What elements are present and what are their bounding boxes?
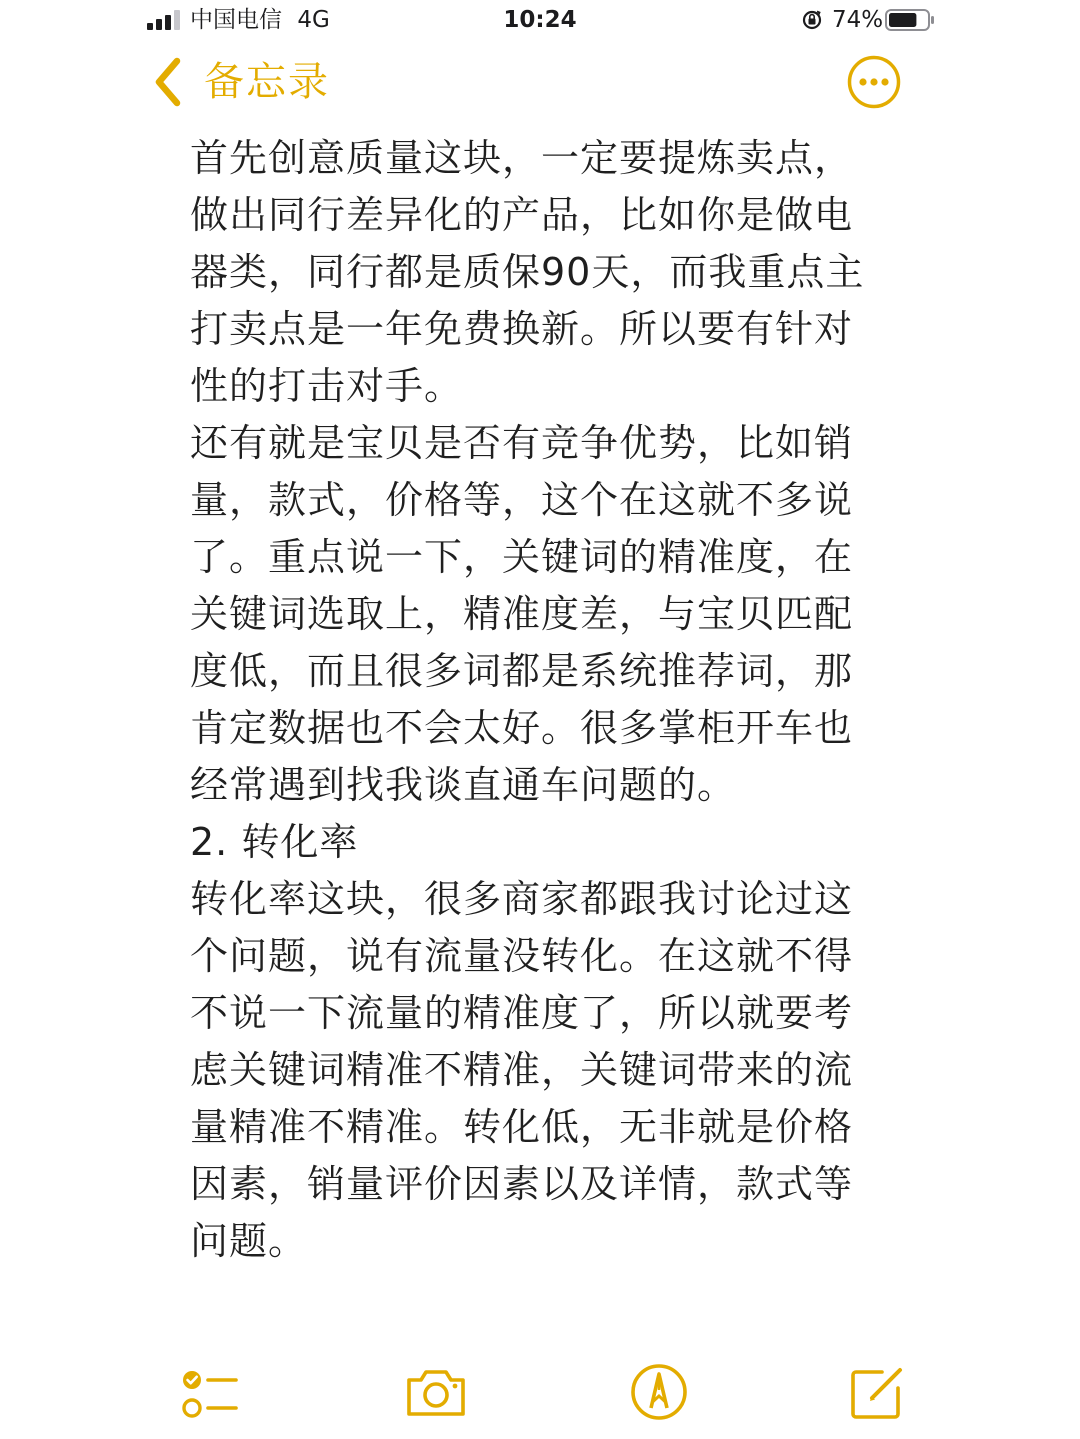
- note-body[interactable]: [190, 130, 890, 1270]
- note-heading-conversion: 2. 转化率: [190, 820, 359, 864]
- back-label: 备忘录: [204, 59, 330, 105]
- back-button[interactable]: [150, 52, 330, 112]
- checklist-button[interactable]: [178, 1360, 242, 1424]
- status-bar: [0, 0, 1080, 40]
- carrier-name: 中国电信: [190, 7, 282, 33]
- bottom-toolbar: [0, 1360, 1080, 1430]
- markup-button[interactable]: [627, 1360, 691, 1424]
- note-paragraph-1: 首先创意质量这块，一定要提炼卖点，做出同行差异化的产品，比如你是做电器类，同行都是质保90天，而我重点主打卖点是一年免费换新。所以要有针对性的打击对手。: [190, 136, 865, 408]
- camera-icon: [403, 1360, 469, 1424]
- checklist-icon: [178, 1360, 242, 1424]
- camera-button[interactable]: [403, 1360, 469, 1424]
- note-paragraph-3: 转化率这块，很多商家都跟我讨论过这个问题，说有流量没转化。在这就不得不说一下流量的精准度了，所以就要考虑关键词精准不精准，关键词带来的流量精准不精准。转化低，无非就是价格因素，销量评价因素以及详情，款式等问题。: [190, 877, 854, 1263]
- network-type: 4G: [297, 7, 330, 33]
- battery-icon: [885, 9, 935, 31]
- compose-icon: [846, 1360, 910, 1424]
- ellipsis-dot: [881, 78, 888, 85]
- more-options-button[interactable]: [846, 54, 902, 110]
- battery-percent: 74%: [832, 7, 884, 33]
- compose-button[interactable]: [846, 1360, 910, 1424]
- chevron-left-icon: [150, 55, 186, 109]
- ellipsis-dot: [870, 78, 877, 85]
- battery-level-fill: [889, 13, 916, 27]
- ellipsis-dot: [859, 78, 866, 85]
- markup-pen-icon: [627, 1360, 691, 1424]
- status-time: 10:24: [503, 7, 577, 33]
- note-paragraph-2: 还有就是宝贝是否有竞争优势，比如销量，款式，价格等，这个在这就不多说了。重点说一下，关键词的精准度，在关键词选取上，精准度差，与宝贝匹配度低，而且很多词都是系统推荐词，那肯定数据也不会太好。很多掌柜开车也经常遇到找我谈直通车问题的。: [190, 421, 854, 807]
- orientation-lock-icon: [800, 8, 824, 32]
